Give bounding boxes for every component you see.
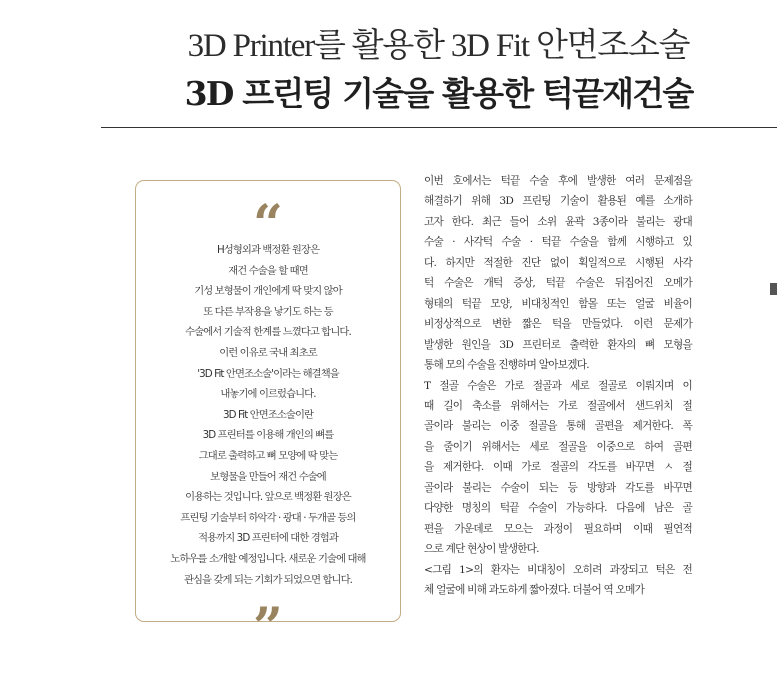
header-divider: [101, 127, 777, 128]
body-text-line: 통해 모의 수술을 진행하며 알아보겠다.: [424, 359, 589, 372]
pull-quote-line: 보형물을 만들어 재건 수술에: [210, 470, 326, 483]
article-subtitle: 3D Printer를 활용한 3D Fit 안면조소술: [187, 28, 690, 64]
pull-quote-box: [135, 180, 401, 635]
page-edge-mark: [770, 283, 777, 295]
body-text-line: T 절골 수술은 가로 절골과 세로 절골로 이뤄지며 이: [424, 379, 692, 392]
body-text-line: 이번 호에서는 턱끝 수술 후에 발생한 여러 문제점을: [424, 175, 692, 187]
body-text-line: 비정상적으로 변한 짧은 턱을 만들었다. 이런 문제가: [424, 318, 692, 331]
body-text-line: 골이라 불리는 수술이 되는 등 방향과 각도를 바꾸면: [424, 481, 692, 494]
body-text-line: 체 얼굴에 비해 과도하게 짧아졌다. 더불어 역 오메가: [424, 584, 645, 597]
body-text-line: 해결하기 위해 3D 프린팅 기술이 활용된 예를 소개하: [424, 195, 692, 208]
pull-quote-line: 또 다른 부작용을 낳기도 하는 등: [203, 305, 333, 318]
body-text-line: 때 길이 축소를 위해서는 가로 절골에서 샌드위치 절: [424, 399, 692, 412]
pull-quote-line: 이용하는 것입니다. 앞으로 백정환 원장은: [185, 491, 351, 504]
pull-quote-line: 프린팅 기술부터 하악각 · 광대 · 두개골 등의: [180, 511, 356, 524]
pull-quote-line: 3D 프린터를 이용해 개인의 뼈를: [202, 429, 334, 442]
body-text-line: 다. 하지만 적절한 진단 없이 획일적으로 시행된 사각: [424, 256, 692, 269]
body-text-line: 턱 수술은 개턱 증상, 턱끝 수술은 뒤집어진 오메가: [424, 277, 692, 290]
body-text-line: <그림 1>의 환자는 비대칭이 오히려 과장되고 턱은 전: [424, 563, 692, 576]
pull-quote-line: 수술에서 기술적 한계를 느꼈다고 합니다.: [185, 326, 351, 339]
body-text-line: 을 제거한다. 이때 가로 절골의 각도를 바꾸면 ㅅ 절: [424, 461, 692, 474]
pull-quote-line: 3D Fit 안면조소술이란: [222, 408, 314, 421]
pull-quote-line: 그대로 출력하고 뼈 모양에 딱 맞는: [198, 449, 338, 462]
pull-quote-text: [136, 240, 400, 590]
article-body-column: [424, 171, 692, 601]
pull-quote-line: 노하우를 소개할 예정입니다. 새로운 기술에 대해: [170, 552, 366, 565]
body-text-line: 형태의 턱끝 모양, 비대칭적인 함몰 또는 얼굴 비율이: [424, 297, 692, 310]
body-text-line: 다양한 명칭의 턱끝 수술이 가능하다. 다음에 남은 골: [424, 502, 692, 515]
close-quote-icon: ”: [253, 598, 283, 635]
article-title: 3D 프린팅 기술을 활용한 턱끝재건술: [184, 74, 693, 113]
body-text-line: 발생한 원인을 3D 프린터로 출력한 환자의 뼈 모형을: [424, 338, 692, 351]
pull-quote-line: 적용까지 3D 프린터에 대한 경험과: [198, 532, 338, 545]
pull-quote-line: 관심을 갖게 되는 기회가 되었으면 합니다.: [183, 573, 353, 586]
body-text-line: 골이라 불리는 이중 절골을 통해 골편을 제거한다. 폭: [424, 420, 692, 433]
article-header: [100, 22, 777, 118]
pull-quote-line: 이런 이유로 국내 최초로: [219, 346, 317, 359]
body-text-line: 고자 한다. 최근 들어 소위 윤곽 3종이라 불리는 광대: [424, 215, 692, 228]
body-text-line: 편을 가운데로 모으는 과정이 필요하며 이때 필연적: [424, 522, 692, 535]
pull-quote-line: 재건 수술을 할 때면: [228, 264, 308, 277]
pull-quote-line: 기성 보형물이 개인에게 딱 맞지 않아: [194, 285, 342, 298]
pull-quote-line: '3D Fit 안면조소술'이라는 해결책을: [197, 367, 339, 380]
body-text-line: 수술 · 사각턱 수술 · 턱끝 수술을 함께 시행하고 있: [424, 236, 692, 249]
pull-quote-line: H성형외과 백정환 원장은: [216, 244, 320, 256]
body-text-line: 을 줄이기 위해서는 세로 절골을 이중으로 하여 골편: [424, 440, 692, 453]
open-quote-icon: “: [253, 195, 283, 231]
body-text-line: 으로 계단 현상이 발생한다.: [424, 543, 539, 556]
pull-quote-line: 내놓기에 이르렀습니다.: [220, 388, 316, 401]
